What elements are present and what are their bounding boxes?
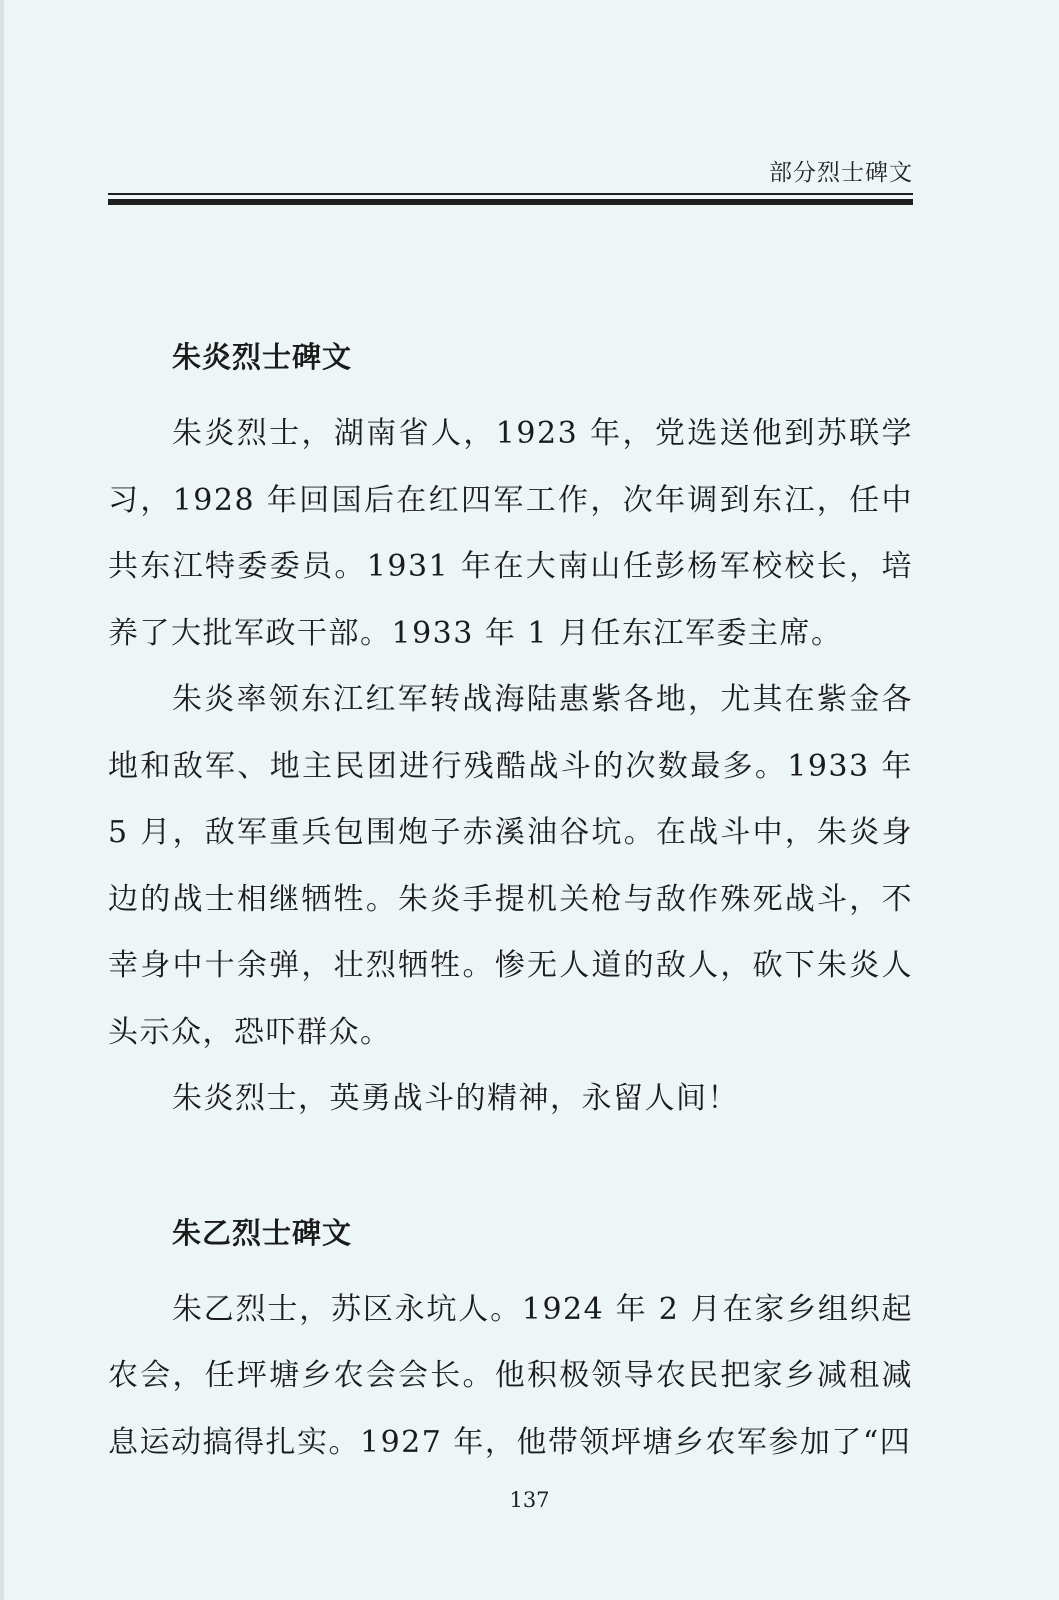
- paragraph: 朱乙烈士，苏区永坑人。1924 年 2 月在家乡组织起农会，任坪塘乡农会会长。他积极领导农民把家乡减租减息运动搞得扎实。1927 年，他带领坪塘乡农军参加了“四: [108, 1291, 913, 1460]
- page-body: [108, 335, 913, 1476]
- section-zhu-yi: [108, 1211, 913, 1477]
- paragraph: 朱炎烈士，英勇战斗的精神，永留人间！: [172, 1081, 739, 1116]
- header-rule-thin: [108, 193, 913, 195]
- section-title: 朱炎烈士碑文: [172, 340, 353, 374]
- header-title: 部分烈士碑文: [769, 160, 913, 186]
- spacer: [108, 1255, 913, 1277]
- header-rule-thick: [108, 199, 913, 205]
- page-number: 137: [509, 1488, 550, 1512]
- section-title: 朱乙烈士碑文: [172, 1215, 353, 1250]
- page-edge: [0, 0, 4, 1600]
- spacer: [108, 379, 913, 401]
- section-zhu-yan: [108, 335, 913, 1133]
- paragraph: 朱炎率领东江红军转战海陆惠紫各地，尤其在紫金各地和敌军、地主民团进行残酷战斗的次数最多。1933 年 5 月，敌军重兵包围炮子赤溪油谷坑。在战斗中，朱炎身边的战士相继牺牲。朱炎手提机关枪与敌作殊死战斗，不幸身中十余弹，壮烈牺牲。惨无人道的敌人，砍下朱炎人头示众，恐吓群众。: [108, 682, 913, 1050]
- paragraph: 朱炎烈士，湖南省人，1923 年，党选送他到苏联学习，1928 年回国后在红四军工作，次年调到东江，任中共东江特委委员。1931 年在大南山任彭杨军校校长，培养了大批军政干部。1933 年 1 月任东江军委主席。: [108, 416, 913, 651]
- section-gap: [108, 1133, 913, 1211]
